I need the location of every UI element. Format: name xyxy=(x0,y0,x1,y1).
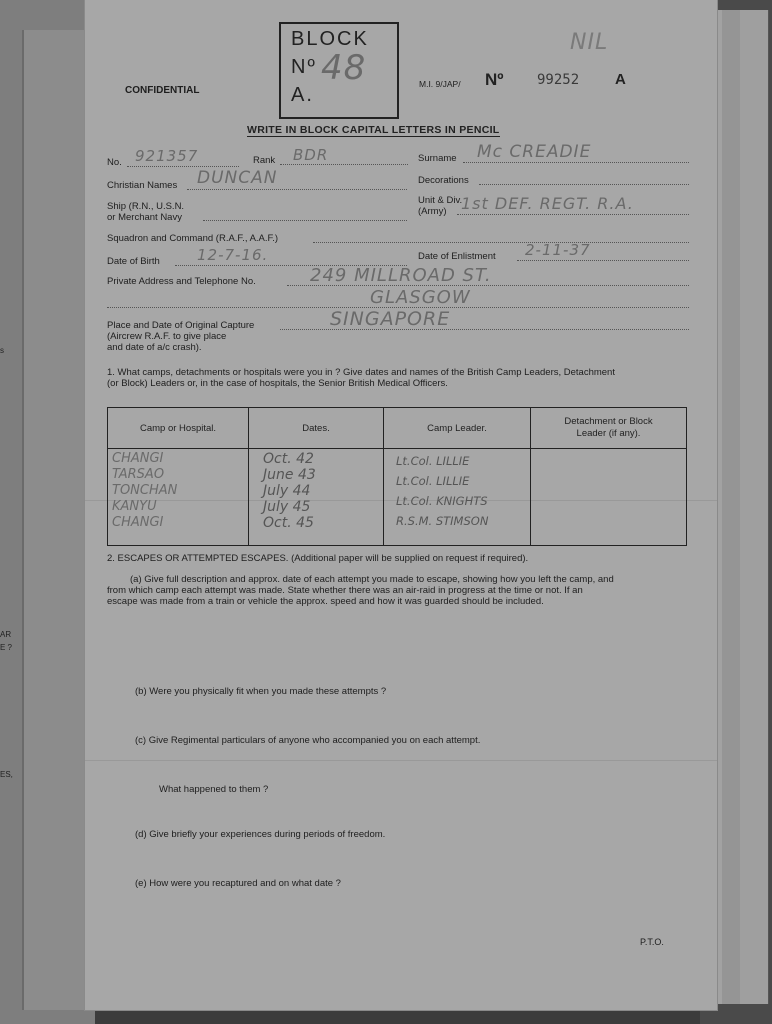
christian-names-value: DUNCAN xyxy=(197,168,278,188)
block-number-box xyxy=(279,22,399,119)
camp-entry: TONCHAN xyxy=(112,483,178,498)
block-no-label: Nº xyxy=(291,56,317,78)
leader-entry: Lt.Col. LILLIE xyxy=(396,454,470,468)
block-a-label: A. xyxy=(291,84,314,106)
squadron-label: Squadron and Command (R.A.F., A.A.F.) xyxy=(107,233,279,244)
question-1-text-2: (or Block) Leaders or, in the case of hospitals, the Senior British Medical Officers. xyxy=(107,378,448,389)
camps-table xyxy=(107,407,687,546)
question-2a-text: (a) Give full description and approx. date of each attempt you made to escape, showing how you left the camp, and xyxy=(130,574,614,585)
block-label: BLOCK xyxy=(291,28,369,50)
question-2a-text-3: escape was made from a train or vehicle the approx. speed and how it was guarded should be included. xyxy=(107,596,544,607)
dob-label: Date of Birth xyxy=(107,256,160,267)
christian-names-label: Christian Names xyxy=(107,180,178,191)
left-page-stack xyxy=(0,0,95,1024)
table-header-row xyxy=(108,408,687,449)
question-2d-text: (d) Give briefly your experiences during periods of freedom. xyxy=(135,829,386,840)
camp-entry: TARSAO xyxy=(112,467,165,482)
col-header-detachment: Detachment or Block Leader (if any). xyxy=(531,408,687,449)
unit-value: 1st DEF. REGT. R.A. xyxy=(461,194,634,213)
question-2c-text: (c) Give Regimental particulars of anyone who accompanied you on each attempt. xyxy=(135,735,481,746)
camp-entry: CHANGI xyxy=(112,515,164,530)
address-value-2: GLASGOW xyxy=(370,287,471,308)
binder-spine xyxy=(22,30,86,1010)
unit-label: Unit & Div. xyxy=(418,195,463,206)
form-number: 99252 xyxy=(537,72,580,88)
question-1-text: 1. What camps, detachments or hospitals were you in ? Give dates and names of the British Camp Leaders, Detachment xyxy=(107,367,615,378)
left-page-fragment: ES, xyxy=(0,770,13,779)
unit-label-2: (Army) xyxy=(418,206,447,217)
confidential-label: CONFIDENTIAL xyxy=(125,85,200,96)
question-2b-text: (b) Were you physically fit when you made these attempts ? xyxy=(135,686,387,697)
left-page-fragment: E ? xyxy=(0,643,13,652)
form-code: M.I. 9/JAP/ xyxy=(419,79,461,89)
surname-value: Mc CREADIE xyxy=(477,142,592,162)
col-header-leader: Camp Leader. xyxy=(384,408,531,449)
question-2a-text-2: from which camp each attempt was made. State whether there was an air-raid in progress at the time or not. If an xyxy=(107,585,583,596)
table-row xyxy=(108,449,687,546)
question-2-heading: 2. ESCAPES OR ATTEMPTED ESCAPES. (Additional paper will be supplied on request if required). xyxy=(107,553,529,564)
rank-value: BDR xyxy=(293,146,329,164)
decorations-label: Decorations xyxy=(418,175,469,186)
leader-entry: Lt.Col. KNIGHTS xyxy=(396,494,488,508)
surname-label: Surname xyxy=(418,153,457,164)
leader-entry: Lt.Col. LILLIE xyxy=(396,474,470,488)
block-number-handwritten: 48 xyxy=(321,48,367,88)
fold-line xyxy=(85,760,717,761)
question-2e-text: (e) How were you recaptured and on what date ? xyxy=(135,878,341,889)
form-series: A xyxy=(615,71,626,88)
camp-entry: CHANGI xyxy=(112,451,164,466)
dates-cell xyxy=(249,449,384,546)
service-number-value: 921357 xyxy=(135,147,199,165)
enlistment-label: Date of Enlistment xyxy=(418,251,496,262)
col-header-camp: Camp or Hospital. xyxy=(108,408,249,449)
date-entry: Oct. 45 xyxy=(263,515,314,531)
capture-label-2: (Aircrew R.A.F. to give place xyxy=(107,331,227,342)
capture-label-3: and date of a/c crash). xyxy=(107,342,202,353)
leaders-cell xyxy=(384,449,531,546)
number-label: Nº xyxy=(485,70,504,89)
rank-label: Rank xyxy=(253,155,276,166)
camps-cell xyxy=(108,449,249,546)
date-entry: June 43 xyxy=(263,467,316,483)
ship-label-2: or Merchant Navy xyxy=(107,212,182,223)
left-page-fragment: s xyxy=(0,346,4,355)
date-entry: July 45 xyxy=(263,499,311,515)
top-handwritten-note: NIL xyxy=(570,30,609,55)
enlistment-value: 2-11-37 xyxy=(525,241,591,259)
question-2c-followup: What happened to them ? xyxy=(159,784,269,795)
pto-label: P.T.O. xyxy=(640,937,664,947)
col-header-dates: Dates. xyxy=(249,408,384,449)
camp-entry: KANYU xyxy=(112,499,157,514)
address-value: 249 MILLROAD ST. xyxy=(310,265,492,286)
date-entry: July 44 xyxy=(263,483,311,499)
capture-label: Place and Date of Original Capture xyxy=(107,320,255,331)
form-sheet xyxy=(85,0,717,1010)
no-label: No. xyxy=(107,157,122,168)
leader-entry: R.S.M. STIMSON xyxy=(396,514,489,528)
dob-value: 12-7-16. xyxy=(197,246,269,264)
date-entry: Oct. 42 xyxy=(263,451,314,467)
instruction-heading: WRITE IN BLOCK CAPITAL LETTERS IN PENCIL xyxy=(247,124,500,136)
detachment-cell xyxy=(531,449,687,546)
ship-label: Ship (R.N., U.S.N. xyxy=(107,201,185,212)
left-page-fragment: AR xyxy=(0,630,12,639)
capture-value: SINGAPORE xyxy=(330,308,451,330)
address-label: Private Address and Telephone No. xyxy=(107,276,256,287)
